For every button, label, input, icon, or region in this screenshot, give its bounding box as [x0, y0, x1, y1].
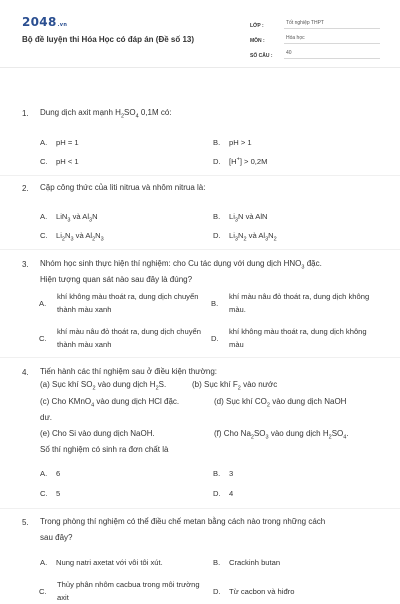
option-text: khí không màu thoát ra, dung dịch không màu — [229, 327, 367, 349]
answer-option[interactable] — [213, 229, 277, 243]
experiment-item-b: (b) Sục khí $F_2$ vào nước — [192, 380, 278, 392]
meta-label: MÔN : — [250, 38, 265, 44]
option-text: khí màu nâu đỏ thoát ra, dung dịch không màu. — [229, 292, 370, 314]
meta-row-class — [250, 14, 380, 29]
option-text: Nung natri axetat với vôi tôi xút. — [56, 558, 163, 567]
answer-option[interactable] — [40, 155, 79, 169]
answer-option[interactable] — [40, 467, 60, 481]
option-letter: B. — [211, 299, 219, 308]
option-letter: C. — [40, 231, 48, 240]
option-text: 6 — [56, 469, 61, 478]
option-letter: C. — [39, 334, 47, 343]
answer-option[interactable] — [213, 210, 268, 224]
option-letter: D. — [213, 231, 221, 240]
answer-option[interactable] — [213, 585, 294, 599]
option-letter: B. — [213, 138, 221, 147]
question-prompt: Số thí nghiệm có sinh ra đơn chất là — [40, 445, 169, 454]
question-divider — [0, 357, 400, 358]
question-text-line2: Hiện tượng quan sát nào sau đây là đúng? — [40, 275, 193, 284]
option-letter: C. — [40, 157, 48, 166]
question-number: 4. — [22, 368, 29, 377]
option-text: LiN$_3$ và $Al_3N$ — [56, 212, 98, 224]
answer-option[interactable] — [213, 487, 233, 501]
answer-option[interactable] — [39, 578, 207, 604]
option-letter: A. — [40, 138, 48, 147]
header — [0, 0, 400, 66]
option-letter: A. — [40, 558, 48, 567]
option-text: Thủy phân nhôm cacbua trong môi trường axit — [57, 580, 200, 602]
experiment-item-c: (c) Cho KMnO$_4$ vào dung dịch HCl đặc. — [40, 397, 180, 409]
option-text: Từ cacbon và hiđro — [229, 587, 295, 596]
option-letter: A. — [40, 469, 48, 478]
question-divider — [0, 508, 400, 509]
question-divider — [0, 175, 400, 176]
meta-row-count — [250, 44, 380, 59]
option-letter: D. — [213, 587, 221, 596]
option-text: $Li_3N$ và AlN — [229, 212, 268, 224]
option-text: pH > 1 — [229, 138, 252, 147]
option-letter: C. — [40, 489, 48, 498]
logo-sub: .vn — [57, 22, 68, 28]
answer-option[interactable] — [40, 210, 98, 224]
answer-option[interactable] — [40, 487, 60, 501]
experiment-item-a: (a) Sục khí $SO_2$ vào dung dịch $H_2S$. — [40, 380, 167, 392]
option-text: 3 — [229, 469, 234, 478]
option-text: $Li_2N_3$ và $Al_2N_3$ — [56, 231, 104, 243]
option-letter: A. — [40, 212, 48, 221]
meta-row-subject — [250, 29, 380, 44]
answer-option[interactable] — [213, 136, 252, 150]
answer-option[interactable] — [39, 290, 205, 316]
answer-option[interactable] — [40, 136, 79, 150]
question-number: 2. — [22, 184, 29, 193]
meta-label: LỚP : — [250, 23, 264, 29]
question-number: 1. — [22, 109, 29, 118]
exam-meta — [250, 14, 380, 59]
meta-label: SỐ CÂU : — [250, 53, 273, 59]
answer-option[interactable] — [211, 325, 379, 351]
experiment-item-d-cont: dư. — [40, 413, 53, 422]
answer-option[interactable] — [40, 229, 104, 243]
question-text: Cặp công thức của liti nitrua và nhôm nitrua là: — [40, 183, 206, 192]
answer-option[interactable] — [213, 467, 233, 481]
question-text-line2: sau đây? — [40, 533, 73, 542]
option-letter: B. — [213, 558, 221, 567]
option-text: Crackinh butan — [229, 558, 281, 567]
question-text: Tiến hành các thí nghiệm sau ở điều kiện thường: — [40, 367, 217, 376]
meta-value: Hóa học — [284, 35, 380, 44]
option-letter: B. — [213, 469, 221, 478]
answer-option[interactable] — [40, 556, 163, 570]
experiment-item-d: (d) Sục khí $CO_2$ vào dung dịch NaOH — [214, 397, 347, 409]
question-text: Trong phòng thí nghiệm có thể điều chế metan bằng cách nào trong những cách — [40, 517, 326, 526]
option-letter: A. — [39, 299, 47, 308]
experiment-item-e: (e) Cho Si vào dung dịch NaOH. — [40, 429, 155, 438]
option-text: khí không màu thoát ra, dung dịch chuyển thành màu xanh — [57, 292, 199, 314]
option-text: khí màu nâu đỏ thoát ra, dung dịch chuyển thành màu xanh — [57, 327, 201, 349]
site-logo[interactable] — [22, 15, 67, 29]
answer-option[interactable] — [213, 155, 267, 169]
experiment-item-f: (f) Cho $Na_2SO_3$ vào dung dịch $H_2SO_4$. — [214, 429, 349, 441]
option-text: 4 — [229, 489, 234, 498]
option-letter: D. — [213, 489, 221, 498]
option-text: pH = 1 — [56, 138, 79, 147]
question-number: 5. — [22, 518, 29, 527]
header-divider — [0, 67, 400, 68]
option-text: 5 — [56, 489, 61, 498]
logo-main: 2048 — [22, 15, 57, 29]
option-letter: B. — [213, 212, 221, 221]
meta-value: Tốt nghiệp THPT — [284, 20, 380, 29]
question-divider — [0, 249, 400, 250]
option-text: $Li_3N_2$ và $Al_3N_2$ — [229, 231, 277, 243]
question-number: 3. — [22, 260, 29, 269]
answer-option[interactable] — [213, 556, 280, 570]
option-letter: D. — [213, 157, 221, 166]
answer-option[interactable] — [211, 290, 379, 316]
option-text: pH < 1 — [56, 157, 79, 166]
answer-option[interactable] — [39, 325, 205, 351]
document-title: Bộ đề luyện thi Hóa Học có đáp án (Đề số 13) — [22, 35, 195, 44]
option-text: [H+] > 0,2M — [229, 156, 268, 166]
option-letter: D. — [211, 334, 219, 343]
question-text: Dung dịch axit mạnh $H_2SO_4$ 0,1M có: — [40, 108, 172, 120]
question-text: Nhóm học sinh thực hiện thí nghiệm: cho Cu tác dụng với dung dịch $HNO_3$ đặc. — [40, 259, 322, 271]
option-letter: C. — [39, 587, 47, 596]
meta-value: 40 — [284, 50, 380, 59]
